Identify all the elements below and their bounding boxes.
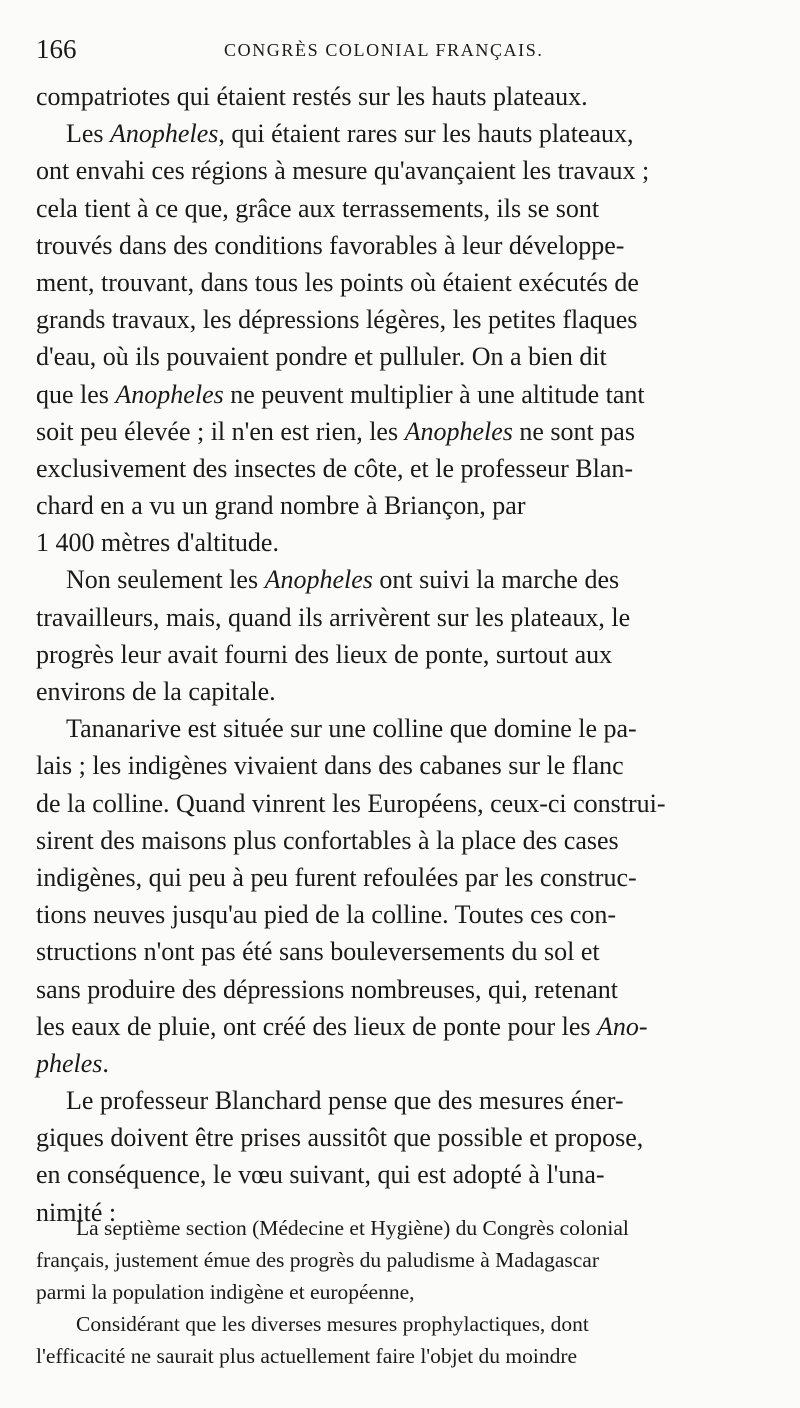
quote-line: parmi la population indigène et européenne,	[36, 1280, 415, 1304]
text-line: Les Anopheles, qui étaient rares sur les hauts plateaux,	[66, 119, 634, 149]
text-line: soit peu élevée ; il n'en est rien, les Anopheles ne sont pas	[36, 416, 635, 446]
body-text	[36, 78, 754, 1231]
running-title: CONGRÈS COLONIAL FRANÇAIS.	[224, 40, 544, 60]
text-line: Tananarive est située sur une colline que domine le pa-	[66, 714, 637, 744]
text-line: trouvés dans des conditions favorables à leur développe-	[36, 230, 625, 260]
text-line: sirent des maisons plus confortables à la place des cases	[36, 825, 619, 855]
text-line: les eaux de pluie, ont créé des lieux de ponte pour les Ano-	[36, 1011, 648, 1041]
text-line: grands travaux, les dépressions légères, les petites flaques	[36, 305, 638, 335]
text-line: exclusivement des insectes de côte, et le professeur Blan-	[36, 453, 634, 483]
text-line: tions neuves jusqu'au pied de la colline. Toutes ces con-	[36, 900, 617, 930]
page-header	[36, 34, 766, 64]
text-line: travailleurs, mais, quand ils arrivèrent sur les plateaux, le	[36, 602, 631, 632]
text-line: indigènes, qui peu à peu furent refoulées par les construc-	[36, 862, 637, 892]
quote-line: l'efficacité ne saurait plus actuellement faire l'objet du moindre	[36, 1344, 578, 1368]
text-line: que les Anopheles ne peuvent multiplier à une altitude tant	[36, 379, 645, 409]
quote-line: La septième section (Médecine et Hygiène) du Congrès colonial	[76, 1216, 629, 1240]
text-line: d'eau, où ils pouvaient pondre et pulluler. On a bien dit	[36, 342, 607, 372]
text-line: ment, trouvant, dans tous les points où étaient exécutés de	[36, 267, 639, 297]
resolution-quote	[36, 1212, 766, 1372]
text-line: nimité :	[36, 1197, 117, 1227]
quote-line: français, justement émue des progrès du paludisme à Madagascar	[36, 1248, 599, 1272]
text-line: giques doivent être prises aussitôt que possible et propose,	[36, 1123, 644, 1153]
quote-line: Considérant que les diverses mesures prophylactiques, dont	[76, 1312, 589, 1336]
text-line: lais ; les indigènes vivaient dans des cabanes sur le flanc	[36, 751, 624, 781]
text-line: chard en a vu un grand nombre à Briançon, par	[36, 491, 526, 521]
text-line: cela tient à ce que, grâce aux terrassements, ils se sont	[36, 193, 600, 223]
text-line: Le professeur Blanchard pense que des mesures éner-	[66, 1086, 624, 1116]
text-line: Non seulement les Anopheles ont suivi la marche des	[66, 565, 620, 595]
text-line: de la colline. Quand vinrent les Européens, ceux-ci construi-	[36, 788, 666, 818]
text-line: structions n'ont pas été sans bouleversements du sol et	[36, 937, 600, 967]
page-number: 166	[36, 34, 77, 64]
text-line: en conséquence, le vœu suivant, qui est adopté à l'una-	[36, 1160, 605, 1190]
text-line: environs de la capitale.	[36, 677, 276, 706]
text-line: ont envahi ces régions à mesure qu'avançaient les travaux ;	[36, 156, 650, 186]
text-line: progrès leur avait fourni des lieux de ponte, surtout aux	[36, 639, 613, 669]
text-line: 1 400 mètres d'altitude.	[36, 528, 279, 558]
text-line: compatriotes qui étaient restés sur les hauts plateaux.	[36, 82, 588, 111]
text-line: sans produire des dépressions nombreuses, qui, retenant	[36, 974, 618, 1004]
text-line: pheles.	[36, 1048, 109, 1078]
